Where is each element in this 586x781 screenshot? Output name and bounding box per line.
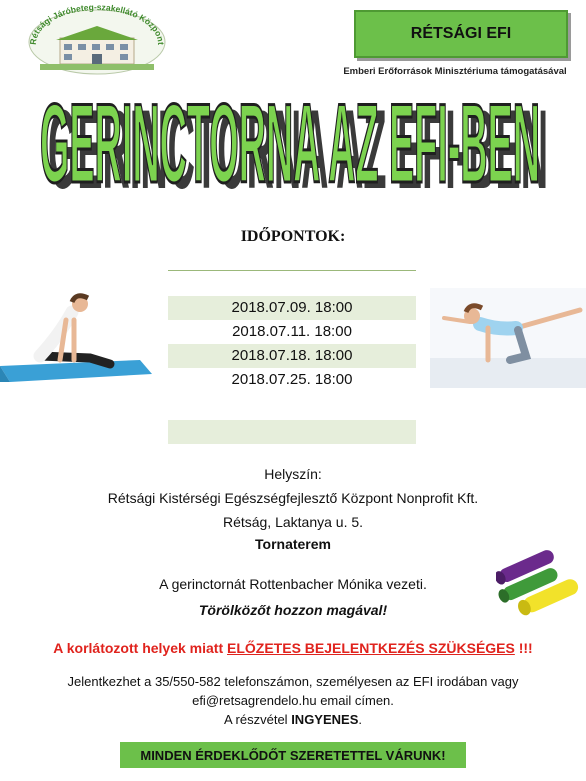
yoga-balance-photo [430,288,586,388]
warning-prefix: A korlátozott helyek miatt [53,640,224,656]
dates-divider [168,270,416,271]
exercise-mats-image [496,548,580,620]
headline [28,82,558,208]
date-row: 2018.07.18. 18:00 [168,344,416,368]
free-prefix: A részvétel [223,712,292,727]
warning-emphasis: ELŐZETES BEJELENTKEZÉS SZÜKSÉGES [227,640,515,656]
headline-text: GERINCTORNA AZ EFI-BEN [40,82,540,206]
welcome-footer: MINDEN ÉRDEKLŐDŐT SZERETETTEL VÁRUNK! [120,742,466,768]
efi-badge: RÉTSÁGI EFI [354,10,568,58]
headline-shadow: GERINCTORNA AZ EFI-BEN [48,87,548,208]
dates-table [168,296,416,392]
leader-note: A gerinctornát Rottenbacher Mónika vezeti. [159,576,427,592]
location-organization: Rétsági Kistérségi Egészségfejlesztő Központ Nonprofit Kft. [107,490,479,506]
date-row: 2018.07.09. 18:00 [168,296,416,320]
free-bold: INGYENES [291,712,359,727]
registration-warning [0,640,586,656]
free-suffix: . [358,712,362,727]
contact-line-1: Jelentkezhet a 35/550-582 telefonszámon, személyesen az EFI irodában vagy [67,674,519,689]
ministry-support-note: Emberi Erőforrások Minisztériuma támogatásával [343,66,567,77]
dates-title: IDŐPONTOK: [240,228,346,245]
contact-line-2: efi@retsagrendelo.hu email címen. [192,693,394,708]
contact-line-3 [0,712,586,727]
location-address: Rétság, Laktanya u. 5. [222,514,364,530]
logo-building-icon [26,4,168,76]
date-row: 2018.07.25. 18:00 [231,371,353,388]
date-row-empty [168,420,416,444]
bring-towel-note: Törölközőt hozzon magával! [198,602,388,618]
logo-text: Rétsági Járóbeteg-szakellátó Központ [27,4,167,46]
yoga-pose-photo [0,290,152,382]
warning-suffix: !!! [518,640,533,656]
location-room: Tornaterem [255,536,331,552]
location-label: Helyszín: [264,466,322,482]
date-row: 2018.07.11. 18:00 [232,323,352,340]
